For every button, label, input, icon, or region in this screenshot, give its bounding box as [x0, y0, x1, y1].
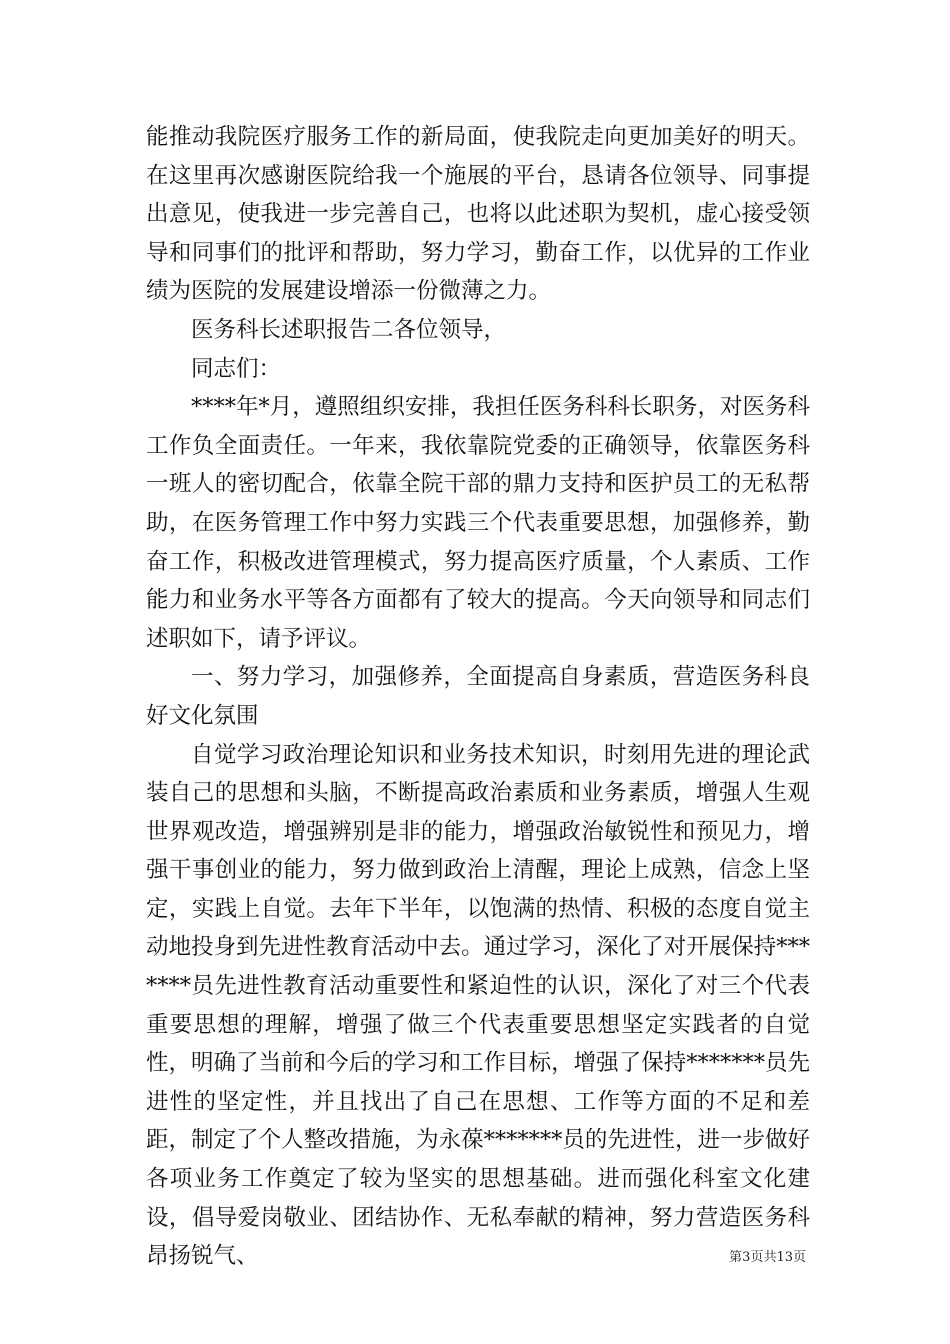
page-number: 第3页共13页 [729, 1250, 806, 1265]
section-heading: 一、努力学习，加强修养，全面提高自身素质，营造医务科良好文化氛围 [146, 664, 810, 729]
body-paragraph: 能推动我院医疗服务工作的新局面，使我院走向更加美好的明天。在这里再次感谢医院给我一个施展的平台，恳请各位领导、同事提出意见，使我进一步完善自己，也将以此述职为契机，虚心接受领导和同事们的批评和帮助，努力学习，勤奋工作，以优异的工作业绩为医院的发展建设增添一份微薄之力。 [146, 124, 810, 305]
body-paragraph: ****年*月，遵照组织安排，我担任医务科科长职务，对医务科工作负全面责任。一年来，我依靠院党委的正确领导，依靠医务科一班人的密切配合，依靠全院干部的鼎力支持和医护员工的无私帮助，在医务管理工作中努力实践三个代表重要思想，加强修养，勤奋工作，积极改进管理模式，努力提高医疗质量，个人素质、工作能力和业务水平等各方面都有了较大的提高。今天向领导和同志们述职如下，请予评议。 [146, 394, 810, 652]
report-heading-paragraph: 医务科长述职报告二各位领导， [191, 316, 507, 343]
body-paragraph: 自觉学习政治理论知识和业务技术知识，时刻用先进的理论武装自己的思想和头脑，不断提高政治素质和业务素质，增强人生观世界观改造，增强辨别是非的能力，增强政治敏锐性和预见力，增强干事创业的能力，努力做到政治上清醒，理论上成熟，信念上坚定，实践上自觉。去年下半年，以饱满的热情、积极的态度自觉主动地投身到先进性教育活动中去。通过学习，深化了对开展保持*******员先进性教育活动重要性和紧迫性的认识，深化了对三个代表重要思想的理解，增强了做三个代表重要思想坚定实践者的自觉性，明确了当前和今后的学习和工作目标，增强了保持*******员先进性的坚定性，并且找出了自己在思想、工作等方面的不足和差距，制定了个人整改措施，为永葆*******员的先进性，进一步做好各项业务工作奠定了较为坚实的思想基础。进而强化科室文化建设，倡导爱岗敬业、团结协作、无私奉献的精神，努力营造医务科昂扬锐气、 [146, 741, 810, 1270]
document-body [146, 118, 810, 1276]
salutation-paragraph: 同志们： [191, 355, 282, 382]
